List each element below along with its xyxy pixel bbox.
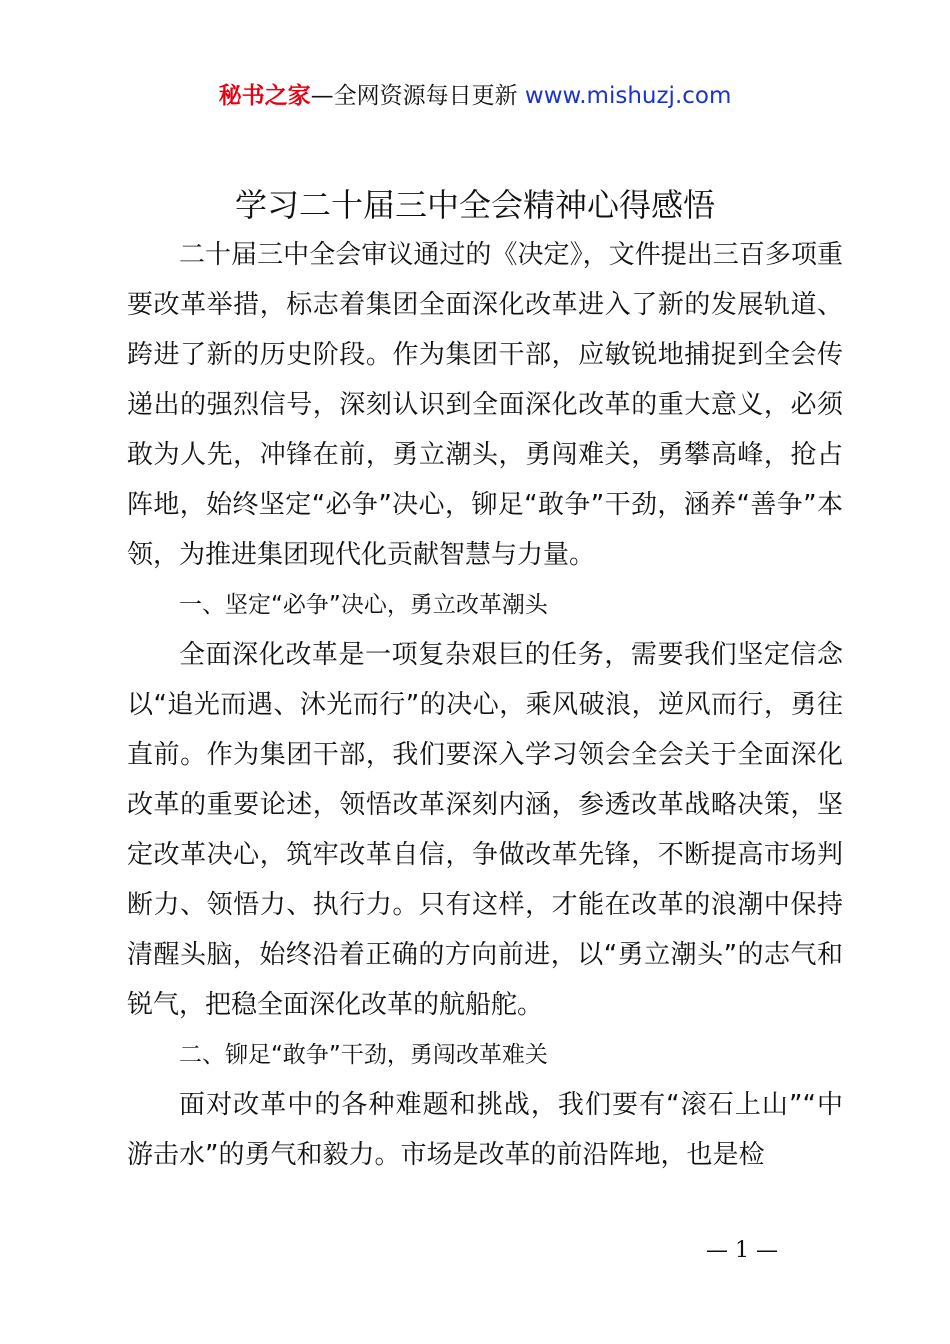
site-header [0,78,950,114]
page-number: — 1 — [706,1238,778,1263]
paragraph-section-2: 面对改革中的各种难题和挑战，我们要有“滚石上山”“中游击水”的勇气和毅力。市场是改革的前沿阵地，也是检 [127,1090,843,1170]
document-body [127,230,843,1180]
site-slogan: —全网资源每日更新 [310,83,525,109]
site-name: 秘书之家 [218,83,311,109]
section-heading-1: 一、坚定“必争”决心，勇立改革潮头 [179,592,548,618]
paragraph-intro: 二十届三中全会审议通过的《决定》，文件提出三百多项重要改革举措，标志着集团全面深化改革进入了新的发展轨道、跨进了新的历史阶段。作为集团干部，应敏锐地捕捉到全会传递出的强烈信号，深刻认识到全面深化改革的重大意义，必须敢为人先，冲锋在前，勇立潮头，勇闯难关，勇攀高峰，抢占阵地，始终坚定“必争”决心，铆足“敢争”干劲，涵养“善争”本领，为推进集团现代化贡献智慧与力量。 [127,240,843,570]
document-title: 学习二十届三中全会精神心得感悟 [234,186,715,224]
section-heading-2: 二、铆足“敢争”干劲，勇闯改革难关 [179,1042,548,1068]
paragraph-section-1: 全面深化改革是一项复杂艰巨的任务，需要我们坚定信念以“追光而遇、沐光而行”的决心，乘风破浪，逆风而行，勇往直前。作为集团干部，我们要深入学习领会全会关于全面深化改革的重要论述，领悟改革深刻内涵，参透改革战略决策，坚定改革决心，筑牢改革自信，争做改革先锋，不断提高市场判断力、领悟力、执行力。只有这样，才能在改革的浪潮中保持清醒头脑，始终沿着正确的方向前进，以“勇立潮头”的志气和锐气，把稳全面深化改革的航船舵。 [127,640,843,1020]
site-url-link[interactable]: www.mishuzj.com [524,83,732,109]
